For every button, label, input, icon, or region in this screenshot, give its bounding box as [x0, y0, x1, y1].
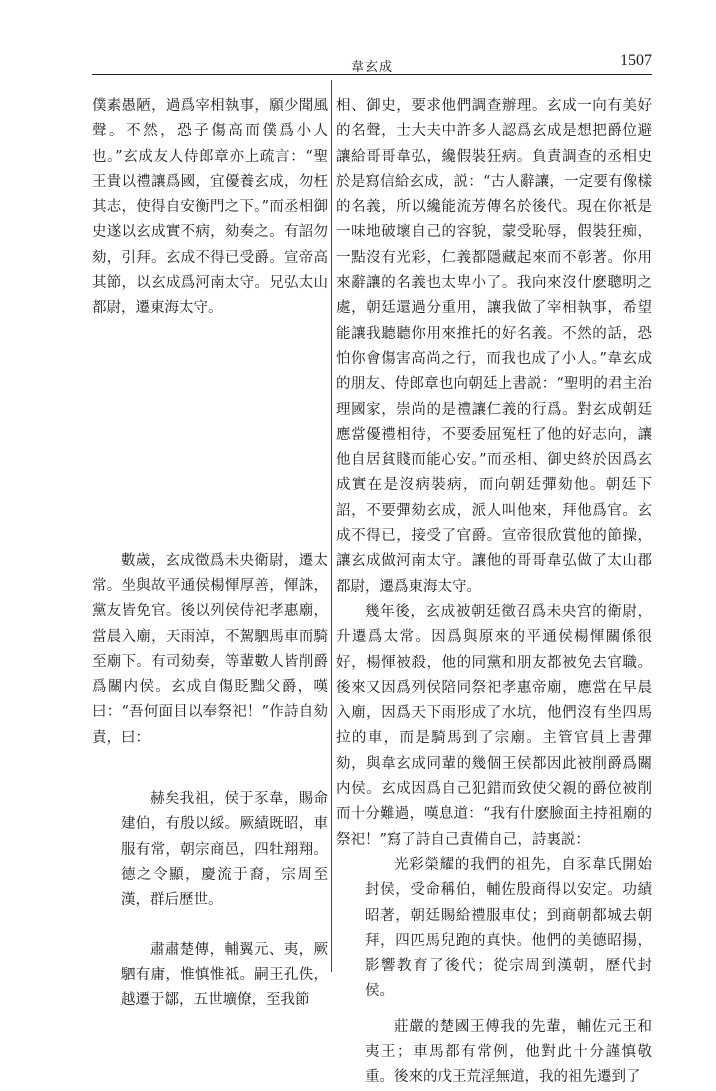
- right-paragraph-2: 幾年後，玄成被朝廷徵召爲未央宫的衛尉，升遷爲太常。因爲與原來的平通侯楊惲關係很好，楊惲被殺，他的同黨和朋友都被免去官職。後來又因爲列侯陪同祭祀孝惠帝廟，應當在早晨入廟，因爲天下雨形成了水坑，他們沒有坐四馬拉的車，而是騎馬到了宗廟。主管官員上書彈劾，與韋玄成同輩的幾個王侯都因此被削爵爲關内侯。玄成因爲自己犯錯而致使父親的爵位被削而十分難過，嘆息道：“我有什麽臉面主持祖廟的祭祀！”寫了詩自己責備自己，詩裏説：: [336, 603, 652, 848]
- running-header: [92, 48, 652, 74]
- page-number: 1507: [620, 52, 652, 69]
- right-column-translation: [336, 94, 652, 1091]
- left-column-original-text: [92, 94, 328, 1013]
- header-title: 韋玄成: [350, 60, 393, 75]
- left-poem-stanza-2: 肅肅楚傳，輔翼元、夷，厥駟有庸，惟慎惟祗。嗣王孔佚，越遷于鄒，五世壙僚，至我節: [121, 941, 328, 1009]
- right-paragraph-1: 相、御史，要求他們調查辦理。玄成一向有美好的名聲，士大夫中許多人認爲玄成是想把爵位避讓給哥哥韋弘，纔假裝狂病。負責調查的丞相史於是寫信給玄成，説：“古人辭讓，一定要有像樣的名義，所以纔能流芳傳名於後代。現在你衹是一味地破壞自己的容貌，蒙受恥辱，假裝狂痴，一點沒有光彩，仁義都隱藏起來而不彰著。你用來辭讓的名義也太卑小了。我向來沒什麽聰明之處，朝廷還過分重用，讓我做了宰相執事，希望能讓我聽聽你用來推托的好名義。不然的話，恐怕你會傷害高尚之行，而我也成了小人。”韋玄成的朋友、侍郎章也向朝廷上書説：“聖明的君主治理國家，崇尚的是禮讓仁義的行爲。對玄成朝廷應當優禮相待，不要委屈冤枉了他的好志向，讓他自居貧賤而能心安。”而丞相、御史終於因爲玄成實在是沒病裝病，而向朝廷彈劾他。朝廷下詔，不要彈劾玄成，派人叫他來，拜他爲官。玄成不得已，接受了官爵。宣帝很欣賞他的節操，讓玄成做河南太守。讓他的哥哥韋弘做了太山郡都尉，遷爲東海太守。: [336, 98, 652, 595]
- left-paragraph-2: 數歲，玄成徵爲未央衛尉，遷太常。坐與故平通侯楊惲厚善，惲誅，黨友皆免官。後以列侯侍祀孝惠廟，當晨入廟，天雨淖，不駕駟馬車而騎至廟下。有司劾奏，等輩數人皆削爵爲關内侯。玄成自傷貶黜父爵，嘆曰：“吾何面目以奉祭祀！”作詩自劾責，曰：: [92, 552, 328, 746]
- left-poem-stanza-1: 赫矣我祖，侯于豕韋，賜命建伯，有殷以綏。厥績既昭，車服有常，朝宗商邑，四牡翔翔。德之令顯，慶流于裔，宗周至漢，群后歷世。: [121, 791, 328, 909]
- column-divider: [331, 80, 332, 972]
- right-poem-stanza-2: 莊嚴的楚國王傅我的先輩，輔佐元王和夷王；車馬都有常例，他對此十分謹慎敬重。後來的戊王荒淫無道，我的祖先遷到了: [365, 1018, 652, 1086]
- left-paragraph-1: 僕素愚陋，過爲宰相執事，願少聞風聲。不然，恐子傷高而僕爲小人也。”玄成友人侍郎章亦上疏言：“聖王貴以禮讓爲國，宜優養玄成，勿枉其志，使得自安衡門之下。”而丞相御史遂以玄成實不病，劾奏之。有詔勿劾，引拜。玄成不得已受爵。宣帝高其節，以玄成爲河南太守。兄弘太山都尉，遷東海太守。: [92, 98, 328, 317]
- right-poem-stanza-1: 光彩榮耀的我們的祖先，自豕韋氏開始封侯，受命稱伯，輔佐殷商得以安定。功績昭著，朝廷賜給禮服車仗；到商朝都城去朝拜，四匹馬兒跑的真快。他們的美德昭揚，影響教育了後代；從宗周到漢朝，歷代封侯。: [365, 856, 652, 1000]
- header-rule: [92, 74, 652, 75]
